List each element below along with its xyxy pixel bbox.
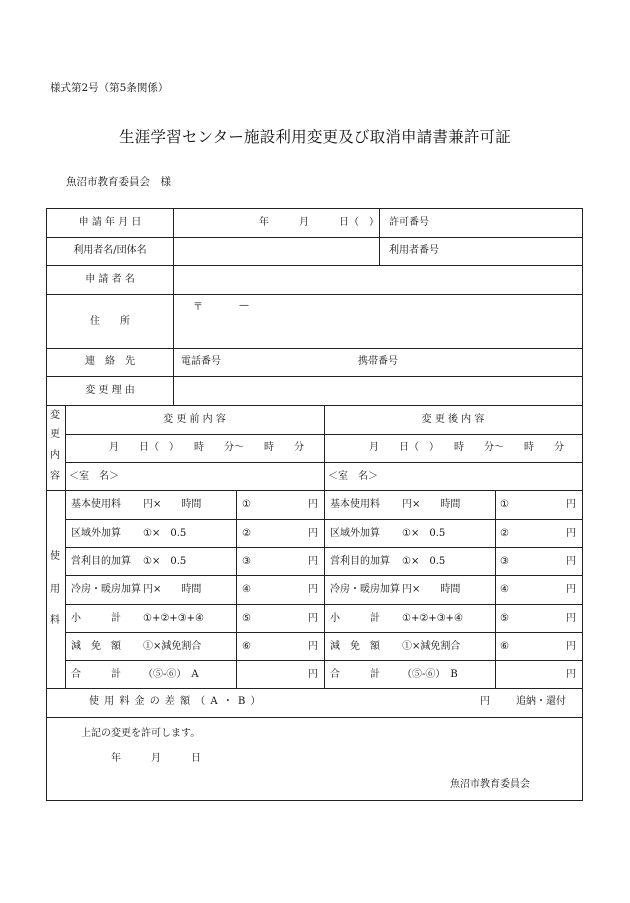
- fee-after-ref: ⑥: [500, 641, 509, 652]
- approval-date[interactable]: 年 月 日: [111, 753, 201, 764]
- approval-issuer: 魚沼市教育委員会: [450, 779, 530, 790]
- fee-before-calc: 円× 時間: [143, 499, 202, 510]
- fee-before-calc: ①+②+③+④: [143, 613, 204, 624]
- application-date-field[interactable]: 年 月 日（ ）: [259, 217, 379, 228]
- fee-before-ref: ①: [242, 499, 251, 510]
- fee-after-unit[interactable]: 円: [566, 641, 576, 652]
- change-side-label-1: 変: [50, 410, 60, 421]
- fee-after-name: 冷房・暖房加算: [330, 584, 400, 595]
- user-number-label: 利用者番号: [389, 245, 439, 256]
- fee-after-name: 減 免 額: [330, 641, 380, 652]
- fee-after-calc: 円× 時間: [402, 584, 461, 595]
- fee-after-ref: ③: [500, 556, 509, 567]
- fee-before-name: 冷房・暖房加算: [71, 584, 141, 595]
- before-room-label: ＜室 名＞: [69, 471, 119, 482]
- difference-note: 追納・還付: [516, 696, 566, 707]
- phone-label: 電話番号: [181, 356, 221, 367]
- difference-unit: 円: [480, 696, 490, 707]
- fee-before-calc: ①×減免割合: [143, 641, 202, 652]
- fee-before-unit[interactable]: 円: [308, 556, 318, 567]
- fee-after-ref: ⑤: [500, 613, 509, 624]
- page-title: 生涯学習センター施設利用変更及び取消申請書兼許可証: [119, 128, 511, 146]
- application-date-label: 申 請 年 月 日: [78, 217, 142, 228]
- fee-after-name: 合 計: [330, 669, 380, 680]
- fee-before-calc: ①× 0.5: [143, 556, 187, 567]
- fee-after-calc: 円× 時間: [402, 499, 461, 510]
- fee-after-name: 区域外加算: [330, 528, 380, 539]
- change-side-label-4: 容: [50, 471, 60, 482]
- change-side-label-2: 更: [50, 429, 60, 440]
- fee-side-label-1: 使: [50, 551, 60, 562]
- fee-before-calc: （⑤-⑥） A: [143, 669, 199, 680]
- fee-before-unit[interactable]: 円: [308, 528, 318, 539]
- after-room-label: ＜室 名＞: [328, 471, 378, 482]
- fee-after-ref: ④: [500, 584, 509, 595]
- fee-before-name: 基本使用料: [71, 499, 121, 510]
- fee-before-name: 合 計: [71, 669, 121, 680]
- fee-after-unit[interactable]: 円: [566, 669, 576, 680]
- fee-before-unit[interactable]: 円: [308, 613, 318, 624]
- fee-after-name: 基本使用料: [330, 499, 380, 510]
- fee-after-calc: ①+②+③+④: [402, 613, 463, 624]
- postal-mark: 〒: [193, 302, 203, 313]
- fee-after-calc: （⑤-⑥） B: [402, 669, 458, 680]
- fee-after-unit[interactable]: 円: [566, 528, 576, 539]
- contact-label: 連 絡 先: [85, 356, 135, 367]
- approval-text: 上記の変更を許可します。: [81, 728, 201, 739]
- permit-number-label: 許可番号: [389, 217, 429, 228]
- fee-before-ref: ④: [242, 584, 251, 595]
- addressee: 魚沼市教育委員会 様: [66, 176, 171, 188]
- fee-after-name: 小 計: [330, 613, 380, 624]
- fee-before-ref: ⑥: [242, 641, 251, 652]
- before-datetime[interactable]: 月 日（ ） 時 分〜 時 分: [109, 442, 304, 453]
- fee-before-unit[interactable]: 円: [308, 641, 318, 652]
- fee-after-ref: ①: [500, 499, 509, 510]
- fee-after-unit[interactable]: 円: [566, 556, 576, 567]
- fee-after-calc: ①× 0.5: [402, 556, 446, 567]
- fee-before-unit[interactable]: 円: [308, 669, 318, 680]
- fee-before-calc: ①× 0.5: [143, 528, 187, 539]
- after-change-header: 変 更 後 内 容: [421, 414, 485, 425]
- fee-side-label-3: 料: [50, 615, 60, 626]
- fee-side-label-2: 用: [50, 584, 60, 595]
- fee-before-unit[interactable]: 円: [308, 584, 318, 595]
- fee-before-unit[interactable]: 円: [308, 499, 318, 510]
- fee-after-unit[interactable]: 円: [566, 584, 576, 595]
- fee-before-name: 減 免 額: [71, 641, 121, 652]
- fee-before-calc: 円× 時間: [143, 584, 202, 595]
- mobile-label: 携帯番号: [358, 356, 398, 367]
- fee-before-name: 小 計: [71, 613, 121, 624]
- user-name-label: 利用者名/団体名: [73, 245, 147, 256]
- fee-after-name: 営利目的加算: [330, 556, 390, 567]
- change-side-label-3: 内: [50, 450, 60, 461]
- fee-before-ref: ③: [242, 556, 251, 567]
- fee-before-name: 区域外加算: [71, 528, 121, 539]
- reason-label: 変 更 理 由: [85, 385, 135, 396]
- address-label: 住 所: [90, 316, 130, 327]
- before-change-header: 変 更 前 内 容: [163, 414, 226, 425]
- fee-before-name: 営利目的加算: [71, 556, 131, 567]
- fee-after-unit[interactable]: 円: [566, 613, 576, 624]
- difference-label: 使 用 料 金 の 差 額 （ A ・ B ）: [89, 696, 262, 707]
- fee-after-unit[interactable]: 円: [566, 499, 576, 510]
- fee-after-ref: ②: [500, 528, 509, 539]
- applicant-label: 申 請 者 名: [85, 274, 135, 285]
- fee-before-ref: ⑤: [242, 613, 251, 624]
- after-datetime[interactable]: 月 日（ ） 時 分〜 時 分: [369, 442, 564, 453]
- postal-dash: —: [239, 300, 249, 311]
- form-reference: 様式第2号（第5条関係）: [50, 82, 169, 94]
- fee-before-ref: ②: [242, 528, 251, 539]
- application-form-table: [46, 208, 583, 801]
- fee-after-calc: ①×減免割合: [402, 641, 461, 652]
- fee-after-calc: ①× 0.5: [402, 528, 446, 539]
